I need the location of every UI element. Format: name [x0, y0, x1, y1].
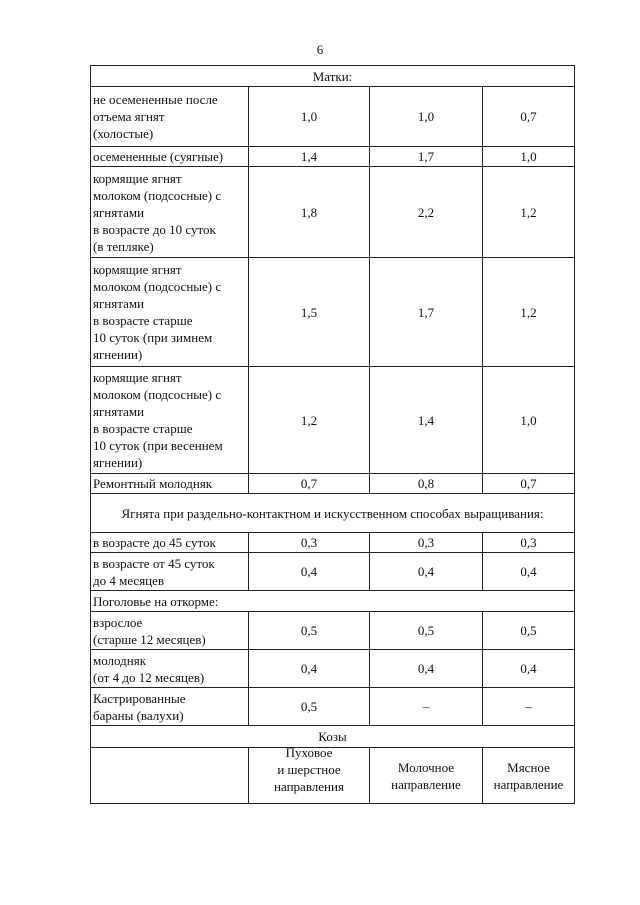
- table-row: [91, 474, 575, 494]
- table-row: [91, 367, 575, 474]
- table-row: [91, 167, 575, 258]
- value-cell: 0,4: [370, 650, 483, 688]
- value-cell: 0,8: [370, 474, 483, 494]
- value-cell: 1,2: [483, 167, 575, 258]
- table-row: [91, 688, 575, 726]
- row-label: Ремонтный молодняк: [91, 474, 249, 494]
- value-cell: 0,3: [483, 533, 575, 553]
- value-cell: 0,7: [483, 474, 575, 494]
- table-row: [91, 147, 575, 167]
- row-label: кормящие ягнят молоком (подсосные) с ягнятами в возрасте старше 10 суток (при весеннем ягнении): [91, 367, 249, 474]
- section-title-goats: Козы: [91, 726, 575, 748]
- section-title-fattening: Поголовье на откорме:: [91, 591, 575, 612]
- value-cell: 0,3: [249, 533, 370, 553]
- value-cell: 0,7: [249, 474, 370, 494]
- value-cell: 1,2: [483, 258, 575, 367]
- table-row: [91, 87, 575, 147]
- value-cell: 0,4: [249, 553, 370, 591]
- section-row-lambs: [91, 494, 575, 533]
- row-label: кормящие ягнят молоком (подсосные) с ягнятами в возрасте старше 10 суток (при зимнем ягнении): [91, 258, 249, 367]
- value-cell: 1,0: [370, 87, 483, 147]
- section-title-lambs: Ягнята при раздельно-контактном и искусственном способах выращивания:: [91, 494, 575, 533]
- value-cell: –: [483, 688, 575, 726]
- value-cell: –: [370, 688, 483, 726]
- goat-header-down-wool-label: Пуховое и шерстное направления: [274, 745, 344, 794]
- table-row: [91, 612, 575, 650]
- value-cell: 0,5: [249, 612, 370, 650]
- goat-header-dairy: Молочное направление: [370, 748, 483, 804]
- value-cell: 0,4: [249, 650, 370, 688]
- value-cell: 1,8: [249, 167, 370, 258]
- value-cell: 1,7: [370, 147, 483, 167]
- goat-header-empty: [91, 748, 249, 804]
- section-title-ewes: Матки:: [91, 66, 575, 87]
- value-cell: 0,3: [370, 533, 483, 553]
- page-number: 6: [316, 42, 324, 57]
- value-cell: 0,5: [370, 612, 483, 650]
- table-row: [91, 258, 575, 367]
- value-cell: 1,7: [370, 258, 483, 367]
- section-row-goats: [91, 726, 575, 748]
- goat-header-down-wool: [249, 745, 370, 804]
- section-row-ewes: [91, 66, 575, 87]
- row-label: молодняк (от 4 до 12 месяцев): [91, 650, 249, 688]
- value-cell: 0,5: [483, 612, 575, 650]
- value-cell: 0,4: [483, 650, 575, 688]
- value-cell: 1,4: [370, 367, 483, 474]
- section-row-fattening: [91, 591, 575, 612]
- value-cell: 0,5: [249, 688, 370, 726]
- value-cell: 1,0: [249, 87, 370, 147]
- table-row: [91, 533, 575, 553]
- value-cell: 1,4: [249, 147, 370, 167]
- row-label: взрослое (старше 12 месяцев): [91, 612, 249, 650]
- value-cell: 1,0: [483, 147, 575, 167]
- value-cell: 2,2: [370, 167, 483, 258]
- row-label: кормящие ягнят молоком (подсосные) с ягнятами в возрасте до 10 суток (в тепляке): [91, 167, 249, 258]
- value-cell: 0,4: [483, 553, 575, 591]
- row-label: в возрасте до 45 суток: [91, 533, 249, 553]
- row-label: не осемененные после отъема ягнят (холостые): [91, 87, 249, 147]
- goat-header-row: [91, 748, 575, 804]
- table-row: [91, 650, 575, 688]
- value-cell: 1,5: [249, 258, 370, 367]
- goat-header-meat: Мясное направление: [483, 748, 575, 804]
- value-cell: 1,2: [249, 367, 370, 474]
- value-cell: 0,7: [483, 87, 575, 147]
- row-label: в возрасте от 45 суток до 4 месяцев: [91, 553, 249, 591]
- row-label: осемененные (суягные): [91, 147, 249, 167]
- row-label: Кастрированные бараны (валухи): [91, 688, 249, 726]
- value-cell: 1,0: [483, 367, 575, 474]
- value-cell: 0,4: [370, 553, 483, 591]
- table-row: [91, 553, 575, 591]
- livestock-norms-table: [90, 65, 575, 804]
